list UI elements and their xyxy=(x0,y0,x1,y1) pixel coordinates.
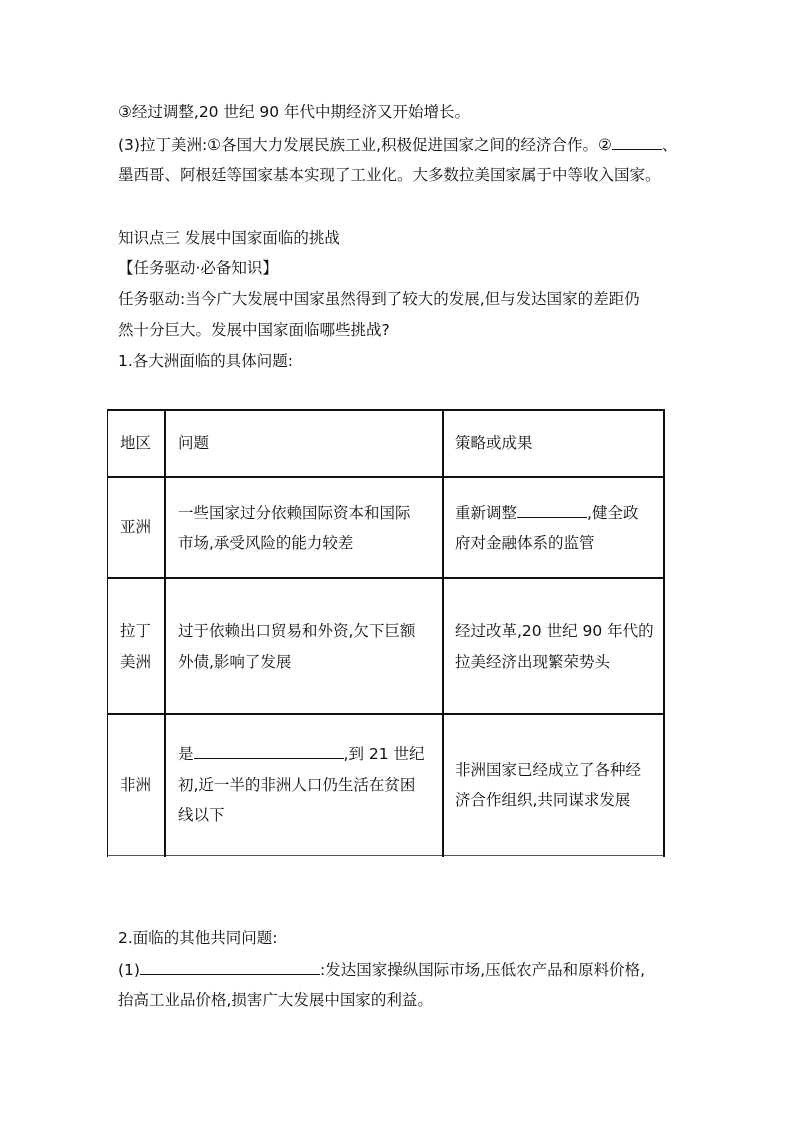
task-header: 【任务驱动·必备知识】 xyxy=(118,259,278,277)
table-cell-strategy: 府对金融体系的监管 xyxy=(455,534,595,552)
fill-blank[interactable] xyxy=(517,502,587,518)
table-cell-region: 拉丁 xyxy=(120,622,152,640)
fill-blank[interactable] xyxy=(140,959,320,975)
fill-blank[interactable] xyxy=(612,134,662,150)
paragraph-line: 抬高工业品价格,损害广大发展中国家的利益。 xyxy=(118,991,433,1009)
table-cell-problem: 一些国家过分依赖国际资本和国际 xyxy=(178,504,411,522)
table-cell-problem: 外债,影响了发展 xyxy=(178,653,292,671)
paragraph-line: 然十分巨大。发展中国家面临哪些挑战? xyxy=(118,321,390,339)
table-border xyxy=(107,409,108,857)
continent-problems-table xyxy=(107,409,665,857)
list-item: 2.面临的其他共同问题: xyxy=(118,929,278,947)
table-header-cell: 策略或成果 xyxy=(455,434,533,452)
text-span: ,健全政 xyxy=(587,504,639,522)
table-border xyxy=(107,577,665,579)
paragraph-line xyxy=(118,134,677,155)
text-span: 是 xyxy=(178,745,194,763)
table-header-cell: 问题 xyxy=(178,434,210,452)
table-border xyxy=(107,713,665,715)
table-cell-region: 非洲 xyxy=(120,776,152,794)
text-span: :发达国家操纵国际市场,压低农产品和原料价格, xyxy=(319,961,646,979)
table-border xyxy=(107,476,665,478)
table-cell-problem: 市场,承受风险的能力较差 xyxy=(178,534,354,552)
paragraph-line: 任务驱动:当今广大发展中国家虽然得到了较大的发展,但与发达国家的差距仍 xyxy=(118,290,640,308)
table-border xyxy=(107,409,665,411)
table-cell-problem xyxy=(178,739,425,769)
text-span: (1) xyxy=(118,961,140,979)
table-cell-region: 亚洲 xyxy=(120,518,152,536)
text-span: 重新调整 xyxy=(455,504,518,522)
section-title: 知识点三 发展中国家面临的挑战 xyxy=(118,229,340,247)
paragraph-line xyxy=(118,959,645,980)
table-cell-region: 美洲 xyxy=(120,653,152,671)
text-span: ,到 21 世纪 xyxy=(343,745,425,763)
paragraph-line: ③经过调整,20 世纪 90 年代中期经济又开始增长。 xyxy=(118,103,471,121)
table-cell-strategy: 拉美经济出现繁荣势头 xyxy=(455,653,611,671)
table-cell-strategy: 非洲国家已经成立了各种经 xyxy=(455,761,642,779)
table-cell-strategy: 经过改革,20 世纪 90 年代的 xyxy=(455,622,654,640)
table-border xyxy=(442,409,444,857)
table-cell-problem: 初,近一半的非洲人口仍生活在贫困 xyxy=(178,776,416,794)
table-cell-strategy: 济合作组织,共同谋求发展 xyxy=(455,791,631,809)
table-header-cell: 地区 xyxy=(120,434,152,452)
paragraph-line: 墨西哥、阿根廷等国家基本实现了工业化。大多数拉美国家属于中等收入国家。 xyxy=(118,166,661,184)
list-item: 1.各大洲面临的具体问题: xyxy=(118,352,294,370)
table-cell-strategy xyxy=(455,498,638,528)
text-span: 、 xyxy=(661,136,678,154)
fill-blank[interactable] xyxy=(194,743,344,759)
table-cell-problem: 线以下 xyxy=(178,806,225,824)
table-cell-problem: 过于依赖出口贸易和外资,欠下巨额 xyxy=(178,622,416,640)
table-border xyxy=(663,409,665,857)
table-border xyxy=(164,409,166,857)
table-border xyxy=(107,855,665,856)
text-span: (3)拉丁美洲:①各国大力发展民族工业,积极促进国家之间的经济合作。② xyxy=(118,136,612,154)
